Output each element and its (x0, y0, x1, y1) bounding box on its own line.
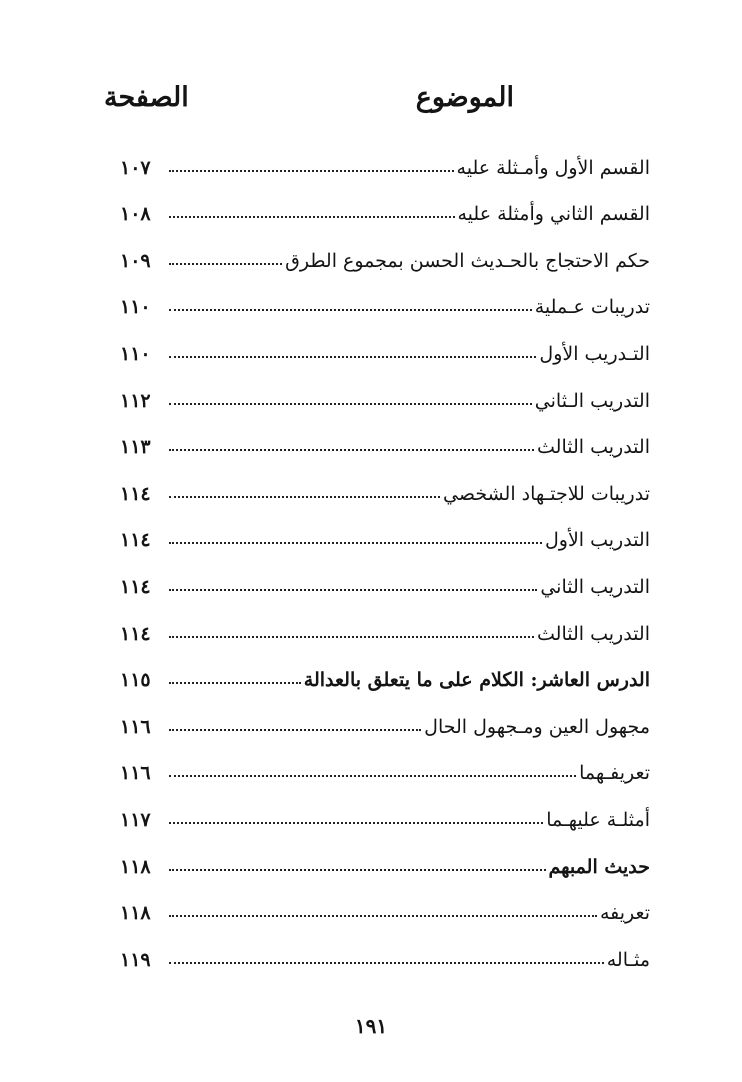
toc-entry (120, 557, 650, 604)
toc-entry-page: ١١٦ (120, 715, 151, 738)
toc-entry-page: ١١٢ (120, 389, 151, 412)
topic-column-heading: الموضوع (415, 82, 514, 113)
toc-entry (120, 837, 650, 884)
toc-entry-title: التدريب الثاني (540, 575, 650, 598)
toc-entry-page: ١١٠ (120, 342, 151, 365)
dot-leader (169, 309, 532, 311)
toc-entry-title: القسم الثاني وأمثلة عليه (457, 203, 650, 226)
toc-entry-page: ١٠٧ (120, 156, 151, 179)
toc-entry (120, 651, 650, 698)
toc-entry-title: حكم الاحتجاج بالحـديث الحسن بمجموع الطرق (285, 249, 650, 272)
toc-entry (120, 884, 650, 931)
dot-leader (169, 542, 542, 544)
dot-leader (169, 496, 440, 498)
toc-entry (120, 511, 650, 558)
toc-entry-title: تدريبات عـملية (534, 296, 650, 319)
toc-entry-page: ١١٤ (120, 529, 151, 552)
dot-leader (169, 170, 454, 172)
toc-entry-title: تعريفه (599, 902, 650, 925)
dot-leader (169, 682, 301, 684)
toc-entry (120, 697, 650, 744)
toc-entry-page: ١٠٩ (120, 249, 151, 272)
toc-entry (120, 418, 650, 465)
dot-leader (169, 869, 546, 871)
toc-entry-title: التدريب الأول (544, 529, 650, 552)
toc-entry-title: تعريفـهما (579, 762, 650, 785)
toc-entry-title: حديث المبهم (548, 855, 650, 878)
dot-leader (169, 775, 576, 777)
toc-entry (120, 185, 650, 232)
dot-leader (169, 729, 421, 731)
toc-entry-title: القسم الأول وأمـثلة عليه (456, 156, 650, 179)
dot-leader (169, 636, 534, 638)
page-number: ١٩١ (354, 1014, 388, 1038)
dot-leader (169, 356, 536, 358)
toc-entry-title: مثـاله (606, 948, 650, 971)
toc-entry-page: ١١٨ (120, 902, 151, 925)
toc-header (0, 82, 742, 122)
toc-entry-title: مجهول العين ومـجهول الحال (424, 715, 650, 738)
toc-entry-page: ١١٣ (120, 436, 151, 459)
toc-entry-page: ١١٧ (120, 808, 151, 831)
toc-entry (120, 790, 650, 837)
dot-leader (169, 822, 543, 824)
toc-entry (120, 930, 650, 977)
toc-entry-page: ١١٦ (120, 762, 151, 785)
toc-entry-title: التدريب الثالث (537, 436, 650, 459)
toc-entry-page: ١١٤ (120, 482, 151, 505)
toc-entry-title: التدريب الـثاني (534, 389, 650, 412)
toc-entry-page: ١١٤ (120, 622, 151, 645)
toc-entry-title: التـدريب الأول (539, 342, 650, 365)
toc-entry (120, 371, 650, 418)
toc-entry (120, 138, 650, 185)
toc-entry-title: الدرس العاشر: الكلام على ما يتعلق بالعدالة (303, 669, 650, 692)
dot-leader (169, 589, 537, 591)
toc-entry-page: ١١٤ (120, 575, 151, 598)
dot-leader (169, 403, 532, 405)
toc-entry-page: ١١٩ (120, 948, 151, 971)
toc-entry (120, 464, 650, 511)
toc-entry (120, 744, 650, 791)
page-column-heading: الصفحة (104, 82, 189, 113)
dot-leader (169, 449, 534, 451)
toc-entry (120, 324, 650, 371)
table-of-contents (120, 138, 650, 977)
dot-leader (169, 263, 282, 265)
toc-entry (120, 604, 650, 651)
toc-entry-page: ١١٠ (120, 296, 151, 319)
dot-leader (169, 962, 604, 964)
toc-entry-title: أمثلـة عليهـما (546, 808, 650, 831)
toc-entry-title: تدريبات للاجتـهاد الشخصي (443, 482, 650, 505)
toc-entry-page: ١١٨ (120, 855, 151, 878)
toc-entry (120, 231, 650, 278)
dot-leader (169, 915, 597, 917)
toc-entry (120, 278, 650, 325)
toc-entry-page: ١١٥ (120, 669, 151, 692)
toc-entry-title: التدريب الثالث (537, 622, 650, 645)
toc-entry-page: ١٠٨ (120, 203, 151, 226)
dot-leader (169, 216, 455, 218)
